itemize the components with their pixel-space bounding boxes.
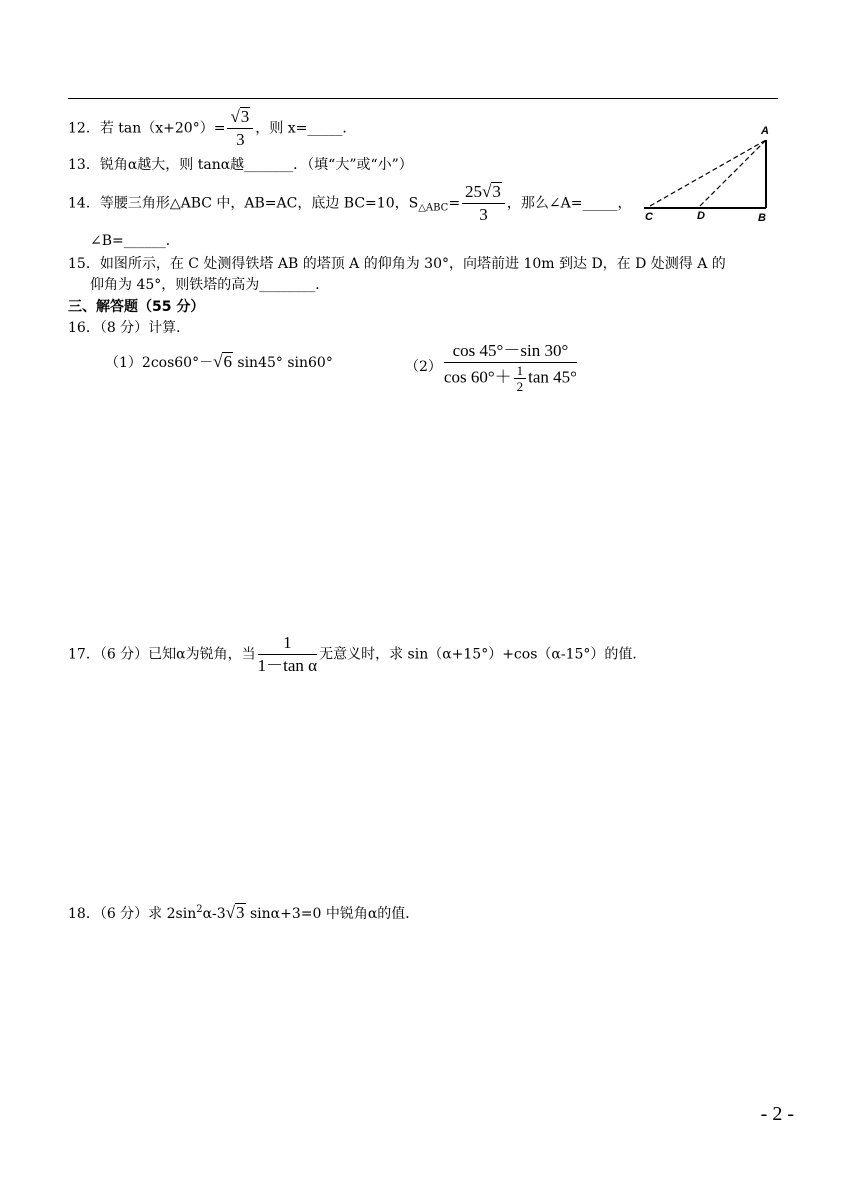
label-d: D [697, 210, 705, 222]
q17-fraction: $\frac{1}{\text{1－tan α}}$ [257, 633, 318, 675]
question-15-line1: 15．如图所示，在 C 处测得铁塔 AB 的塔顶 A 的仰角为 30°，向塔前进 10m 到达 D，在 D 处测得 A 的 [68, 256, 726, 272]
section-3-title: 三、解答题（55 分） [68, 299, 205, 315]
tower-figure [640, 120, 780, 225]
page-number: - 2 - [760, 1103, 794, 1125]
label-a: A [761, 125, 769, 137]
question-13: 13．锐角α越大，则 tanα越_______．（填“大”或“小”） [68, 157, 413, 173]
q12-fraction: $\frac{√3}{3}$ [227, 106, 253, 151]
sightline-d [700, 140, 766, 206]
question-18: 18．（6 分）求 $2\sin^2\alpha-3√3$ sinα+3=0 中锐角α的值． [68, 903, 420, 922]
question-16-title: 16．（8 分）计算． [68, 320, 191, 336]
question-14-line2: ∠B=______． [90, 233, 180, 249]
question-12: 12．若 tan（x+20°）= $\frac{√3}{3}$ ，则 x=_____． [68, 107, 357, 149]
label-b: B [758, 212, 766, 224]
question-15-line2: 仰角为 45°，则铁塔的高为________． [90, 277, 330, 293]
question-14: 14．等腰三角形△ABC 中，AB=AC，底边 BC=10，$S_{\triangle ABC}=$ $\frac{25√3}{3}$ ，那么∠A=_____， [68, 182, 632, 224]
q14-fraction: $\frac{25√3}{3}$ [462, 181, 505, 226]
label-c: C [645, 211, 653, 223]
question-17: 17．（6 分）已知α为锐角，当 $\frac{1}{\text{1－tan α}}$ 无意义时，求 sin（α+15°）+cos（α-15°）的值． [68, 633, 647, 675]
question-16-part2: （2） cos 45°－sin 30° cos 60°＋ $\frac{1}{2}$ tan 45° [405, 341, 577, 394]
header-rule [68, 98, 778, 99]
question-16-part1: （1）2cos60°－√6 sin45° sin60° [105, 352, 333, 371]
q16-part2-fraction: cos 45°－sin 30° cos 60°＋ $\frac{1}{2}$ tan 45° [443, 341, 577, 394]
sightline-c [650, 140, 766, 206]
